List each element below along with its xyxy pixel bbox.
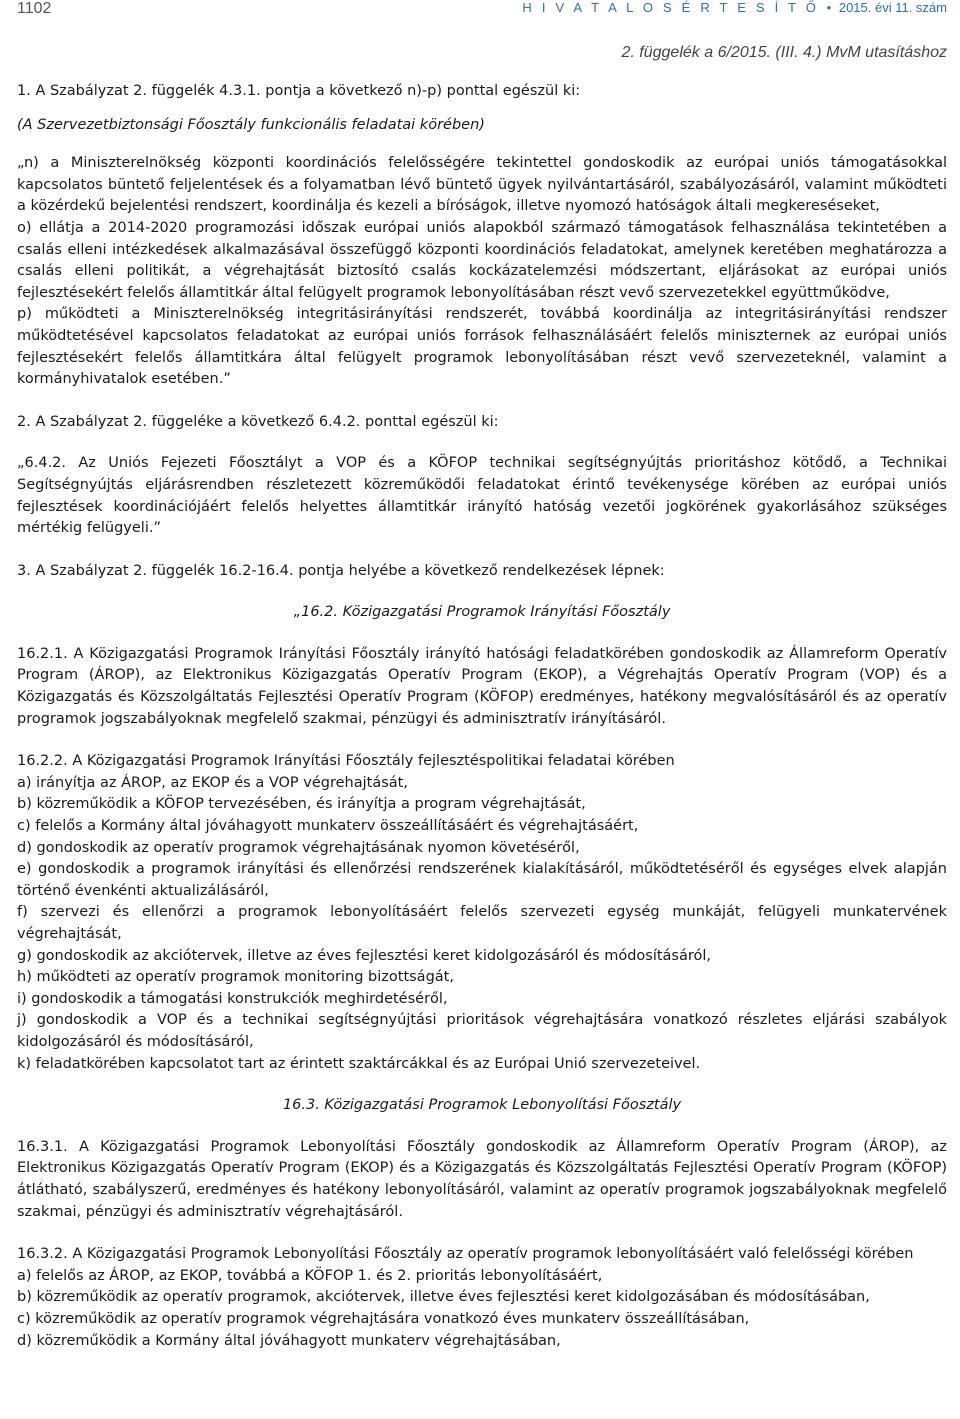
title-16-2: „16.2. Közigazgatási Programok Irányítási Főosztály [293, 604, 671, 621]
section-2-heading: 2. A Szabályzat 2. függeléke a következő 6.4.2. ponttal egészül ki: [17, 413, 499, 430]
list-item: h) működteti az operatív programok monitoring bizottságát, [17, 969, 454, 986]
section-3-heading: 3. A Szabályzat 2. függelék 16.2-16.4. pontja helyébe a következő rendelkezések lépnek: [17, 562, 665, 579]
list-item: b) közreműködik a KÖFOP tervezésében, és irányítja a program végrehajtását, [17, 796, 586, 813]
list-item: k) feladatkörében kapcsolatot tart az érintett szaktárcákkal és az Európai Unió szervezeteivel. [17, 1055, 701, 1072]
issue-label: 2015. évi 11. szám [838, 0, 947, 15]
list-item: i) gondoskodik a támogatási konstrukciók meghirdetéséről, [17, 990, 448, 1007]
list-item: b) közreműködik az operatív programok, akciótervek, illetve éves fejlesztési keret kidolgozásában és módosításában, [17, 1289, 870, 1306]
section-1-subtitle: (A Szervezetbiztonsági Főosztály funkcionális feladatai körében) [17, 116, 485, 133]
page-header [17, 0, 947, 44]
point-16-2-2-intro: 16.2.2. A Közigazgatási Programok Irányítási Főosztály fejlesztéspolitikai feladatai körében [17, 753, 675, 770]
list-item: c) felelős a Kormány által jóváhagyott munkaterv összeállításáért és végrehajtásáért, [17, 818, 639, 835]
publication-header [522, 0, 947, 15]
point-16-3-2-intro: 16.3.2. A Közigazgatási Programok Lebonyolítási Főosztály az operatív programok lebonyolításáért való felelősségi körében [17, 1246, 914, 1263]
page-number: 1102 [17, 0, 52, 17]
list-item: j) gondoskodik a VOP és a technikai segítségnyújtási prioritások végrehajtására vonatkozó részletes eljárási szabályok kidolgozásáról és módosításáról, [17, 1012, 947, 1050]
document-page [17, 0, 947, 1349]
list-item: a) irányítja az ÁROP, az EKOP és a VOP végrehajtását, [17, 774, 408, 791]
publication-title: H I V A T A L O S É R T E S Í T Ő [522, 0, 820, 15]
list-item: a) felelős az ÁROP, az EKOP, továbbá a KÖFOP 1. és 2. prioritás lebonyolításáért, [17, 1267, 603, 1284]
annex-label: 2. függelék a 6/2015. (III. 4.) MvM utasításhoz [621, 44, 947, 61]
list-item: g) gondoskodik az akciótervek, illetve az éves fejlesztési keret kidolgozásáról és módosításáról, [17, 947, 712, 964]
point-n: „n) a Miniszterelnökség központi koordinációs felelősségére tekintettel gondoskodik az európai uniós támogatásokkal kapcsolatos büntető feljelentések és a folyamatban lévő büntető ügyek nyilvántartásáról, szabályozásáról, valamint működteti a közérdekű bejelentési rendszert, koordinálja és kezeli a bíróságok, illetve nyomozó hatóságok általi megkereséseket, [17, 155, 947, 215]
point-o: o) ellátja a 2014-2020 programozási időszak európai uniós alapokból származó támogatások felhasználása tekintetében a csalás elleni intézkedések alkalmazásával összefüggő központi koordinációs feladatokat, amelynek keretében meghatározza a csalás elleni politikát, a végrehajtását biztosító csalás kockázatelemzési módszertant, eljárásokat az európai uniós fejlesztésekért felelős államtitkár által felügyelt programok lebonyolításában részt vevő szervezetekkel együttműködve, [17, 219, 947, 301]
list-item: c) közreműködik az operatív programok végrehajtására vonatkozó éves munkaterv összeállításában, [17, 1310, 750, 1327]
list-item: e) gondoskodik a programok irányítási és ellenőrzési rendszerének kialakításáról, működtetéséről és egységes elvek alapján történő évenkénti aktualizálásáról, [17, 861, 947, 899]
header-separator: • [826, 0, 832, 15]
title-16-3: 16.3. Közigazgatási Programok Lebonyolítási Főosztály [282, 1097, 682, 1114]
point-16-2-1: 16.2.1. A Közigazgatási Programok Irányítási Főosztály irányító hatósági feladatkörében gondoskodik az Államreform Operatív Program (ÁROP), az Elektronikus Közigazgatás Operatív Program (EKOP), a Végrehajtás Operatív Program (VOP) és a Közigazgatás és Közszolgáltatás Fejlesztési Operatív Program (KÖFOP) eredményes, hatékony megvalósításáról és az operatív programok jogszabályoknak megfelelő szakmai, pénzügyi és adminisztratív irányításáról. [17, 645, 947, 727]
section-1-heading: 1. A Szabályzat 2. függelék 4.3.1. pontja a következő n)-p) ponttal egészül ki: [17, 83, 581, 99]
list-item: d) közreműködik a Kormány által jóváhagyott munkaterv végrehajtásában, [17, 1332, 561, 1349]
document-body [17, 81, 947, 1352]
point-p: p) működteti a Miniszterelnökség integritásirányítási rendszerét, továbbá koordinálja az integritásirányítási rendszer működtetésével kapcsolatos feladatokat az európai uniós források felhasználásáért felelős miniszternek az európai uniós fejlesztésekért felelős államtitkára által felügyelt programok lebonyolításában részt vevő szervezeteknél, valamint a kormányhivatalok esetében.” [17, 306, 947, 388]
list-item: d) gondoskodik az operatív programok végrehajtásának nyomon követéséről, [17, 839, 580, 856]
point-16-3-1: 16.3.1. A Közigazgatási Programok Lebonyolítási Főosztály gondoskodik az Államreform Operatív Program (ÁROP), az Elektronikus Közigazgatás Operatív Program (EKOP) és a Közigazgatás és Közszolgáltatás Fejlesztési Operatív Program (KÖFOP) átlátható, szabályszerű, eredményes és hatékony lebonyolításáról, valamint az operatív programok jogszabályoknak megfelelő szakmai, pénzügyi és adminisztratív végrehajtásáról. [17, 1138, 947, 1220]
point-6-4-2: „6.4.2. Az Uniós Fejezeti Főosztályt a VOP és a KÖFOP technikai segítségnyújtás prioritáshoz kötődő, a Technikai Segítségnyújtás eljárásrendben részletezett közreműködői feladatokat érintő tevékenysége körében az európai uniós fejlesztések koordinációjáért felelős helyettes államtitkár irányító hatóság vezetői jogkörének gyakorlásához szükséges mértékig felügyeli.” [17, 455, 947, 537]
list-item: f) szervezi és ellenőrzi a programok lebonyolításáért felelős szervezeti egység munkáját, felügyeli munkatervének végrehajtását, [17, 904, 947, 942]
